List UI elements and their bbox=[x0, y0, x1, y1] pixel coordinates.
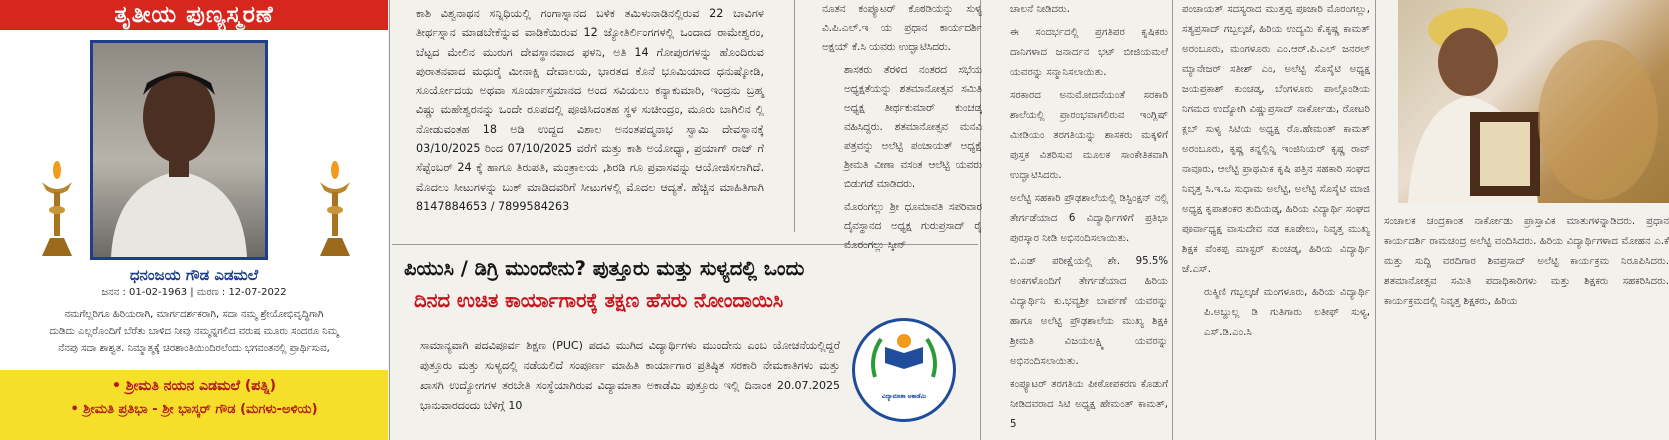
felicitation-photo bbox=[1398, 0, 1669, 203]
news-column-a bbox=[800, 0, 982, 440]
paragraph: ಚಾಲನೆ ನೀಡಿದರು. bbox=[1010, 4, 1070, 15]
paragraph: ಶಾಸಕರು ತೆರಳಿದ ನಂತರದ ಸಭೆಯ ಅಧ್ಯಕ್ಷತೆಯನ್ನು ಶತಮಾನೋತ್ಸವ ಸಮಿತಿ ಅಧ್ಯಕ್ಷ ತೀರ್ಥಕುಮಾರ್ ಕುಂಚಡ್ಕ ವಹಿಸಿದ್ದರು. ಶತಮಾನೋತ್ಸವ ಮನವಿ ಪತ್ರವನ್ನು ಅಲೆಟ್ಟಿ ಪಂಚಾಯತ್ ಅಧ್ಯಕ್ಷೆ ಶ್ರೀಮತಿ ವೀಣಾ ವಸಂತ ಆಲೆಟ್ಟಿ ಯವರು ಬಿಡುಗಡೆ ಮಾಡಿದರು. bbox=[844, 64, 982, 190]
headline-line-2: ದಿನದ ಉಚಿತ ಕಾರ್ಯಾಗಾರಕ್ಕೆ ತಕ್ಷಣ ಹೆಸರು ನೋಂದಾಯಿಸಿ bbox=[414, 289, 784, 312]
paragraph: ನೂತನ ಕಂಪ್ಯೂಟರ್ ಕೊಠಡಿಯನ್ನು ಸುಳ್ಯ ವಿ.ಪಿ.ಎಲ್.ಇ ಯ ಪ್ರಧಾನ ಕಾರ್ಯದರ್ಶಿ ಅಕ್ಷಯ್ ಕೆ.ಸಿ ಯವರು ಉದ್ಘಾಟಿಸಿದರು. bbox=[822, 3, 982, 53]
news-column-d bbox=[1378, 0, 1669, 440]
paragraph: ಮೊರಂಗಲ್ಲು ಶ್ರೀ ಧೂಮಾವತಿ ಸಪರಿವಾರ ದೈವಸ್ಥಾನದ ಅಧ್ಯಕ್ಷ ಗುರುಪ್ರಸಾದ್ ರೈ ಮೊರಂಗಲ್ಲು ಸ್ಕೀನ್ bbox=[844, 201, 982, 251]
news-column-b bbox=[984, 0, 1170, 440]
paragraph: ಬಿ.ಎಡ್ ಪರೀಕ್ಷೆಯಲ್ಲಿ ಶೇ. 95.5% ಅಂಕಗಳೊಂದಿಗೆ ತೇರ್ಗಡೆಯಾದ ಹಿರಿಯ ವಿದ್ಯಾರ್ಥಿನಿ ಕು.ಭವ್ಯಶ್ರೀ ಬಾರ್ಪಣೆ ಯವರನ್ನು ಹಾಗೂ ಅಲೆಟ್ಟಿ ಪ್ರೌಢಶಾಲೆಯ ಮುಖ್ಯ ಶಿಕ್ಷಕಿ ಶ್ರೀಮತಿ ವಿಜಯಲಕ್ಷ್ಮಿ ಯವರನ್ನು ಅಭಿನಂದಿಸಲಾಯಿತು. bbox=[1010, 256, 1168, 367]
column-rule bbox=[794, 0, 795, 232]
academy-name: ವಿದ್ಯಾಮಾತಾ ಅಕಾಡೆಮಿ bbox=[881, 393, 927, 400]
paragraph: ಅಲೆಟ್ಟಿ ಸಹಕಾರಿ ಪ್ರೌಢಶಾಲೆಯಲ್ಲಿ ಡಿಸ್ಟಿಂಕ್ಷನ್ ನಲ್ಲಿ ತೇರ್ಗಡೆಯಾದ 6 ವಿದ್ಯಾರ್ಥಿಗಳಿಗೆ ಪ್ರತಿಭಾ ಪುರಸ್ಕಾರ ನೀಡಿ ಅಭಿನಂದಿಸಲಾಯಿತು. bbox=[1010, 193, 1168, 244]
paragraph: ಸರಕಾರದ ಅನುಮೋದನೆಯಂತೆ ಸರಕಾರಿ ಶಾಲೆಯಲ್ಲಿ ಪ್ರಾರಂಭವಾಗಲಿರುವ ಇಂಗ್ಲಿಷ್ ಮೀಡಿಯಂ ತರಗತಿಯನ್ನು ಶಾಸಕರು ಮಕ್ಕಳಿಗೆ ಪುಸ್ತಕ ವಿತರಿಸುವ ಮೂಲಕ ಸಾಂಕೇತಿಕವಾಗಿ ಉದ್ಘಾಟಿಸಿದರು. bbox=[1010, 90, 1168, 181]
workshop-article-body: ಸಾಮಾನ್ಯವಾಗಿ ಪದವಿಪೂರ್ವ ಶಿಕ್ಷಣ (PUC) ಪದವಿ ಮುಗಿದ ವಿದ್ಯಾರ್ಥಿಗಳು ಮುಂದೇನು ಎಂಬ ಯೋಚನೆಯಲ್ಲಿದ್ದರೆ ಪುತ್ತೂರು ಮತ್ತು ಸುಳ್ಯದಲ್ಲಿ ನಡೆಯಲಿದೆ ಸಂಪೂರ್ಣ ಮಾಹಿತಿ ಕಾರ್ಯಾಗಾರ ಪ್ರತಿಷ್ಠಿತ ಸರಕಾರಿ ನೇಮಕಾತಿಗಳು ಮತ್ತು ಖಾಸಗಿ ಉದ್ಯೋಗಗಳ ತರಬೇತಿ ಸಂಸ್ಥೆಯಾಗಿರುವ ವಿದ್ಯಾಮಾತಾ ಅಕಾಡೆಮಿ ಪುತ್ತೂರು ಇಲ್ಲಿ ದಿನಾಂಕ 20.07.2025 ಭಾನುವಾರದಂದು ಬೆಳಿಗ್ಗೆ 10 bbox=[420, 339, 840, 412]
column-rule bbox=[1172, 0, 1173, 440]
family-member: • ಶ್ರೀಮತಿ ನಯನ ಎಡಮಲೆ (ಪತ್ನಿ) bbox=[112, 378, 276, 394]
column-rule bbox=[1375, 0, 1376, 440]
paragraph: ಕಂಪ್ಯೂಟರ್ ತರಗತಿಯ ಪೀಠೋಪಕರಣ ಕೊಡುಗೆ ನೀಡಿದವರಾದ ಸಿಟಿ ಅಧ್ಯಕ್ಷ ಹೇಮಂತ್ ಕಾಮತ್, 5 bbox=[1010, 379, 1168, 430]
paragraph: ರುಕ್ಮಿಣಿ ಗಬ್ಬಲ್ಕಜೆ ಮಂಗಳೂರು, ಹಿರಿಯ ವಿದ್ಯಾರ್ಥಿ ಪಿ.ಅಬ್ದುಲ್ಲ ಡಿ ಗುತಿಗಾರು ಲತೀಫ್ ಸುಳ್ಯ, ಎಸ್.ಡಿ.ಎಂ.ಸಿ bbox=[1204, 287, 1370, 338]
portrait-photo bbox=[90, 40, 268, 260]
paragraph: ಈ ಸಂದರ್ಭದಲ್ಲಿ ಪ್ರಗತಿಪರ ಕೃಷಿಕರು ದಾನಿಗಳಾದ ಜನಾರ್ದನ ಭಟ್ ಬೀಜಿಯಮಲೆ ಯವರನ್ನು ಸನ್ಮಾನಿಸಲಾಯಿತು. bbox=[1010, 27, 1168, 78]
oil-lamp-icon bbox=[34, 160, 80, 260]
family-member: • ಶ್ರೀಮತಿ ಪ್ರತಿಭಾ - ಶ್ರೀ ಭಾಸ್ಕರ್ ಗೌಡ (ಮಗಳು-ಅಳಿಯ) bbox=[70, 402, 318, 417]
oil-lamp-icon bbox=[312, 160, 358, 260]
honoree-photo-icon bbox=[1398, 0, 1669, 203]
headline-line-1: ಪಿಯುಸಿ / ಡಿಗ್ರಿ ಮುಂದೇನು? ಪುತ್ತೂರು ಮತ್ತು ಸುಳ್ಯದಲ್ಲಿ ಒಂದು bbox=[404, 257, 805, 280]
person-silhouette-icon bbox=[93, 43, 265, 257]
news-column-c bbox=[1176, 0, 1372, 440]
deceased-name: ಧನಂಜಯ ಗೌಡ ಎಡಮಲೆ bbox=[129, 266, 259, 284]
obituary-ad bbox=[0, 0, 388, 440]
paragraph: ಸಂಚಾಲಕ ಚಂದ್ರಕಾಂತ ನಾರ್ಕೋಡು ಪ್ರಾಸ್ತಾವಿಕ ಮಾತುಗಳನ್ನಾಡಿದರು. ಪ್ರಧಾನ ಕಾರ್ಯದರ್ಶಿ ರಾಮಚಂದ್ರ ಅಲೆಟ್ಟಿ ವಂದಿಸಿದರು. ಹಿರಿಯ ವಿದ್ಯಾರ್ಥಿಗಳಾದ ಮೋಹನ ಎ.ಕೆ ಮತ್ತು ಸುದ್ದಿ ವರದಿಗಾರ ಶಿವಪ್ರಸಾದ್ ಅಲೆಟ್ಟಿ ಕಾರ್ಯಕ್ರಮ ನಿರೂಪಿಸಿದರು. ಶತಮಾನೋತ್ಸವ ಸಮಿತಿ ಪದಾಧಿಕಾರಿಗಳು ಮತ್ತು ಶಿಕ್ಷಕರು ಸಹಕರಿಸಿದರು. ಕಾರ್ಯಕ್ರಮದಲ್ಲಿ ನಿವೃತ್ತ ಶಿಕ್ಷಕರು, ಹಿರಿಯ bbox=[1384, 216, 1669, 307]
tribute-message: ನಮಗೆಲ್ಲರಿಗೂ ಹಿರಿಯರಾಗಿ, ಮಾರ್ಗದರ್ಶಕರಾಗಿ, ಸದಾ ನಮ್ಮ ಶ್ರೇಯೋಭಿವೃದ್ಧಿಗಾಗಿ ದುಡಿದು ಎಲ್ಲರೊಂದಿಗೆ ಬೆರೆತು ಬಾಳಿದ ನೀವು ನಮ್ಮನ್ನಗಲಿದ ವರುಷ ಮೂರು ಸಂದರೂ ನಿಮ್ಮ ನೆನಪು ಸದಾ ಶಾಶ್ವತ. ನಿಮ್ಮಾತ್ಮಕ್ಕೆ ಚಿರಶಾಂತಿಯಿಂದಿರಲೆಂದು ಭಗವಂತನಲ್ಲಿ ಪ್ರಾರ್ಥಿಸುವ, bbox=[49, 309, 339, 354]
article-body: ಕಾಶಿ ವಿಶ್ವನಾಥನ ಸನ್ನಿಧಿಯಲ್ಲಿ ಗಂಗಾಸ್ನಾನದ ಬಳಿಕ ತಮಿಳುನಾಡಿನಲ್ಲಿರುವ 22 ಬಾವಿಗಳ ತೀರ್ಥಸ್ನಾನ ಮಾಡಬೇಕೆನ್ನುವ ವಾಡಿಕೆಯಿರುವ 12 ಜ್ಯೋತಿರ್ಲಿಂಗಗಳಲ್ಲಿ ಒಂದಾದ ರಾಮೇಶ್ವರಂ, ಬೆಟ್ಟದ ಮೇಲಿನ ಮುರುಗ ದೇವಸ್ಥಾನವಾದ ಫಳನಿ, ಅತಿ 14 ಗೋಪುರಗಳನ್ನು ಹೊಂದಿರುವ ಪುರಾತನವಾದ ಮಧುರೈ ಮೀನಾಕ್ಷಿ ದೇವಾಲಯ, ಭಾರತದ ಕೊನೆ ಭೂಮಿಯಾದ ಧನುಷ್ಕೋಡಿ, ಸೂರ್ಯೋದಯ ಅಥವಾ ಸೂರ್ಯಾಸ್ತಮಾನದ ಅಂದ ಸವಿಯಲು ಕನ್ಯಾಕುಮಾರಿ, ಇಂದ್ರನು ಬ್ರಹ್ಮ ವಿಷ್ಣು ಮಹೇಶ್ವರನನ್ನು ಒಂದೇ ರೂಪದಲ್ಲಿ ಪೂಜಿಸಿದಂತಹ ಸ್ಥಳ ಸುಚೀಂದ್ರಂ, ಮೂರು ಬಾಗಿಲಿನ ಲ್ಲಿ ನೋಡುವಂತಹ 18 ಅಡಿ ಉದ್ದದ ವಿಶಾಲ ಅನಂತಪದ್ಮನಾಭ ಸ್ವಾಮಿ ದೇವಸ್ಥಾನಕ್ಕೆ 03/10/2025 ರಿಂದ 07/10/2025 ವರೆಗೆ ಮತ್ತು ಕಾಶಿ ಅಯೋಧ್ಯಾ, ಪ್ರಯಾಗ್ ರಾಜ್ ಗೆ ಸೆಪ್ಟೆಂಬರ್ 24 ಕ್ಕೆ ಹಾಗೂ ತಿರುಪತಿ, ಮಂತ್ರಾಲಯ ,ಶಿರಡಿ ಗೂ ಪ್ರವಾಸವನ್ನು ಆಯೋಜಿಸಲಾಗಿದೆ. ಮೊದಲು ಸೀಟುಗಳನ್ನು ಬುಕ್ ಮಾಡಿದವರಿಗೆ ಸೀಟುಗಳಲ್ಲಿ ಮೊದಲ ಆದ್ಯತೆ. ಹೆಚ್ಚಿನ ಮಾಹಿತಿಗಾಗಿ 8147884653 / 7899584263 bbox=[416, 7, 764, 213]
paragraph: ಪಂಚಾಯತ್ ಸದಸ್ಯರಾದ ಮುತ್ತಪ್ಪ ಪೂಜಾರಿ ಮೊರಂಗಲ್ಲು, ಸತ್ಯಪ್ರಸಾದ್ ಗಬ್ಬಲ್ಕಜೆ, ಹಿರಿಯ ಉದ್ಯಮಿ ಕೆ.ಕೃಷ್ಣ ಕಾಮತ್ ಅರಂಬೂರು, ಮಂಗಳೂರು ಎಂ.ಆರ್.ಪಿ.ಎಲ್ ಜನರಲ್ ಮ್ಯಾನೇಜರ್ ಸತೀಶ್ ಎಂ, ಅಲೆಟ್ಟಿ ಸೊಸೈಟಿ ಅಧ್ಯಕ್ಷ ಜಯಪ್ರಕಾಶ್ ಕುಂಚಡ್ಕ, ಬೆಂಗಳೂರು ಪಾಲ್ಗೊಂಡಿಯ ನಿಗಮದ ಉದ್ಯೋಗಿ ವಿಷ್ಣುಪ್ರಸಾದ್ ನಾರ್ಕೋಡು, ರೋಟರಿ ಕ್ಲಬ್ ಸುಳ್ಯ ಸಿಟಿಯ ಅಧ್ಯಕ್ಷ ರೊ.ಹೇಮಂತ್ ಕಾಮತ್ ಅರಂಬೂರು, ಕೃಷ್ಣ ಕನ್ನಲ್ಲಿನ್ನಿ ಇಂಜಿನಿಯರ್ ಕೃಷ್ಣ ರಾವ್ ನಾವೂರು, ಆಲೆಟ್ಟಿ ಪ್ರಾಥಮಿಕ ಕೃಷಿ ಪತ್ತಿನ ಸಹಕಾರಿ ಸಂಘದ ನಿವೃತ್ತ ಸಿ.ಇ.ಒ ಸುಧಾಮ ಅಲೆಟ್ಟಿ, ಅಲೆಟ್ಟಿ ಸೊಸೈಟಿ ಮಾಜಿ ಅಧ್ಯಕ್ಷ ಕೃಪಾಶಂಕರ ತುದಿಯಡ್ಕ, ಹಿರಿಯ ವಿದ್ಯಾರ್ಥಿ ಸಂಘದ ಪೂರ್ವಾಧ್ಯಕ್ಷ ವಾಸುದೇವ ನಡ ಕೂಡೇಲು, ನಿವೃತ್ತ ಮುಖ್ಯ ಶಿಕ್ಷಕ ವೆಂಕಪ್ಪ ಮಾಸ್ಟರ್ ಕುಂಚಡ್ಕ, ಹಿರಿಯ ವಿದ್ಯಾರ್ಥಿ ಜೆ.ಎಸ್. bbox=[1182, 4, 1370, 275]
obituary-heading: ತೃತೀಯ ಪುಣ್ಯಸ್ಮರಣೆ bbox=[0, 0, 388, 30]
birth-death-dates: ಜನನ : 01-02-1963 | ಮರಣ : 12-07-2022 bbox=[101, 287, 287, 298]
